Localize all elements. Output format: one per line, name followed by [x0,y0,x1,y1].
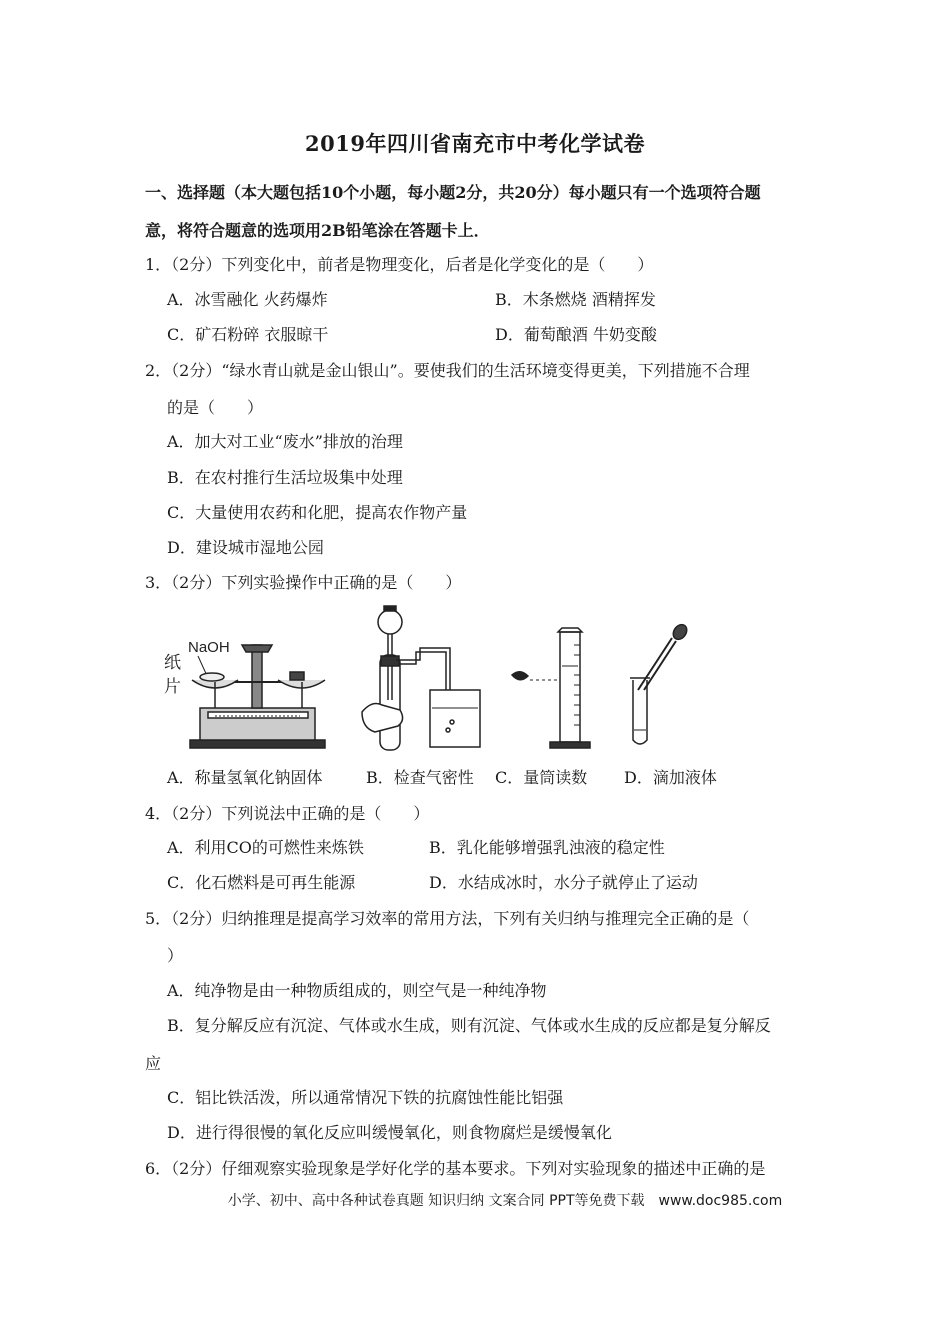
question-1-option-d: D．葡萄酿酒 牛奶变酸 [495,325,657,344]
naoh-label: NaOH [188,639,230,656]
question-5-stem-line1: 5．（2分）归纳推理是提高学习效率的常用方法，下列有关归纳与推理完全正确的是（ [145,909,750,928]
question-4-option-a: A．利用CO的可燃性来炼铁 [167,838,364,857]
question-3-option-c: C．量筒读数 [495,768,588,787]
page-footer: 小学、初中、高中各种试卷真题 知识归纳 文案合同 PPT等免费下载 www.doc985.com [227,1193,783,1209]
question-5-option-d: D．进行得很慢的氧化反应叫缓慢氧化，则食物腐烂是缓慢氧化 [167,1123,612,1142]
question-2-stem-line1: 2．（2分）“绿水青山就是金山银山”。要使我们的生活环境变得更美，下列措施不合理 [145,361,750,380]
section-heading-line1: 一、选择题（本大题包括10个小题，每小题2分，共20分）每小题只有一个选项符合题 [145,183,761,202]
question-4-option-c: C．化石燃料是可再生能源 [167,873,356,892]
question-4-option-d: D．水结成冰时，水分子就停止了运动 [429,873,698,892]
question-2-option-d: D．建设城市湿地公园 [167,538,324,557]
paper-label-1: 纸 [164,653,181,672]
airtightness-figure [362,606,480,750]
question-1-option-c: C．矿石粉碎 衣服晾干 [167,325,329,344]
question-3-option-d: D．滴加液体 [624,768,717,787]
question-5-option-b-line1: B．复分解反应有沉淀、气体或水生成，则有沉淀、气体或水生成的反应都是复分解反 [167,1016,771,1035]
paper-label-2: 片 [164,677,181,696]
question-1-option-b: B．木条燃烧 酒精挥发 [495,290,656,309]
question-5-stem-line2: ） [167,946,184,965]
question-1-stem: 1．（2分）下列变化中，前者是物理变化，后者是化学变化的是（ ） [145,255,654,274]
question-3-figures [160,600,720,755]
question-4-option-b: B．乳化能够增强乳浊液的稳定性 [429,838,665,857]
question-2-option-a: A．加大对工业“废水”排放的治理 [167,432,403,451]
question-2-option-c: C．大量使用农药和化肥，提高农作物产量 [167,503,468,522]
question-1-option-a: A．冰雪融化 火药爆炸 [167,290,328,309]
question-6-stem: 6．（2分）仔细观察实验现象是学好化学的基本要求。下列对实验现象的描述中正确的是 [145,1159,766,1178]
question-2-option-b: B．在农村推行生活垃圾集中处理 [167,468,403,487]
question-5-option-b-line2: 应 [145,1054,162,1073]
question-5-option-a: A．纯净物是由一种物质组成的，则空气是一种纯净物 [167,981,547,1000]
question-3-option-a: A．称量氢氧化钠固体 [167,768,323,787]
question-5-option-c: C．铝比铁活泼，所以通常情况下铁的抗腐蚀性能比铝强 [167,1088,564,1107]
question-3-stem: 3．（2分）下列实验操作中正确的是（ ） [145,573,462,592]
cylinder-reading-figure [512,628,590,748]
question-2-stem-line2: 的是（ ） [167,398,264,417]
page-title: 2019年四川省南充市中考化学试卷 [305,131,645,156]
balance-figure [164,639,325,748]
dropper-figure [630,622,690,744]
section-heading-line2: 意，将符合题意的选项用2B铅笔涂在答题卡上． [145,221,490,240]
lab-equipment-illustration [160,600,720,755]
question-3-option-b: B．检查气密性 [366,768,474,787]
question-4-stem: 4．（2分）下列说法中正确的是（ ） [145,804,430,823]
